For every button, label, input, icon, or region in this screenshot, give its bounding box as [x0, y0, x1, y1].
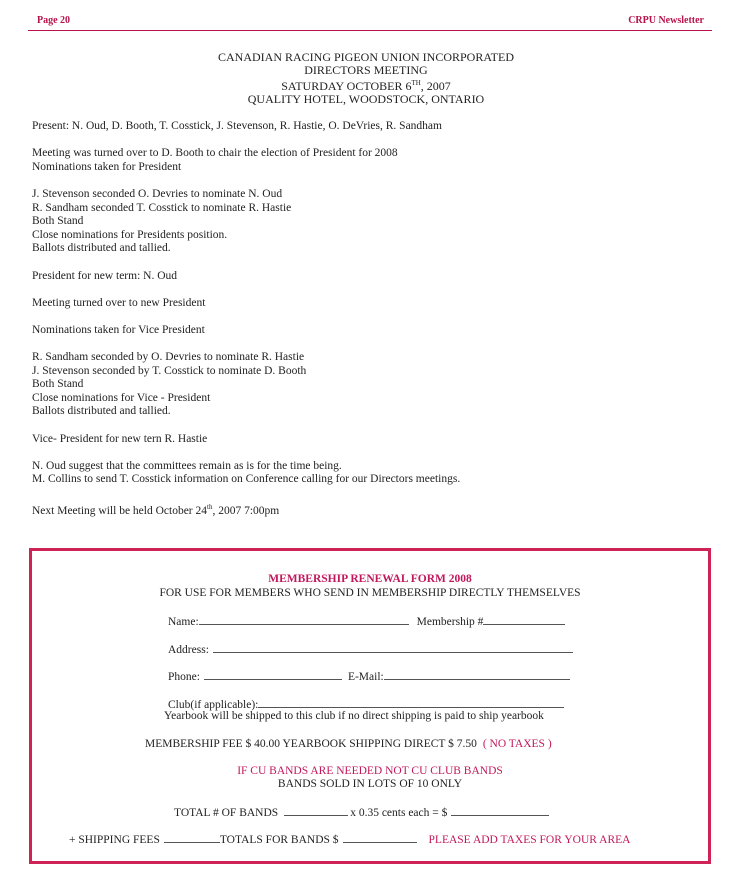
- document-title: [0, 51, 732, 106]
- minutes-line: Both Stand: [32, 378, 84, 391]
- name-row: [168, 614, 565, 628]
- bands-qty-field[interactable]: [284, 805, 348, 816]
- minutes-line: M. Collins to send T. Cosstick information on Conference calling for our Directors meetings.: [32, 473, 461, 486]
- form-title: MEMBERSHIP RENEWAL FORM 2008: [268, 573, 472, 585]
- minutes-line: Ballots distributed and tallied.: [32, 405, 171, 418]
- form-subtitle: FOR USE FOR MEMBERS WHO SEND IN MEMBERSHIP DIRECTLY THEMSELVES: [159, 587, 581, 599]
- minutes-line: Vice- President for new tern R. Hastie: [32, 432, 208, 445]
- name-field[interactable]: [199, 614, 409, 625]
- club-label: Club(if applicable):: [168, 699, 259, 711]
- next-meeting-line: Next Meeting will be held October 24th, 2007 7:00pm: [32, 502, 280, 517]
- club-field[interactable]: [258, 697, 564, 708]
- name-label: Name:: [168, 616, 199, 628]
- membership-field[interactable]: [483, 614, 565, 625]
- yearbook-note: Yearbook will be shipped to this club if no direct shipping is paid to ship yearbook: [164, 710, 544, 722]
- shipping-field[interactable]: [164, 832, 220, 843]
- title-line-4: QUALITY HOTEL, WOODSTOCK, ONTARIO: [247, 92, 485, 106]
- meeting-minutes: [32, 120, 712, 518]
- membership-label: Membership #: [416, 616, 484, 628]
- title-line-1: CANADIAN RACING PIGEON UNION INCORPORATED: [218, 50, 514, 64]
- fee-text: MEMBERSHIP FEE $ 40.00 YEARBOOK SHIPPING DIRECT $ 7.50: [145, 738, 477, 750]
- address-row: [168, 642, 573, 656]
- phone-field[interactable]: [204, 669, 342, 680]
- band-price-text: x 0.35 cents each = $: [350, 807, 448, 819]
- add-taxes-note: PLEASE ADD TAXES FOR YOUR AREA: [428, 834, 631, 846]
- minutes-line: Nominations taken for President: [32, 160, 182, 173]
- totals-field[interactable]: [343, 832, 417, 843]
- title-line-2: DIRECTORS MEETING: [304, 63, 428, 77]
- present-line: Present: N. Oud, D. Booth, T. Cosstick, J. Stevenson, R. Hastie, O. DeVries, R. Sandham: [32, 120, 442, 132]
- minutes-line: Ballots distributed and tallied.: [32, 242, 171, 255]
- bands-amount-field[interactable]: [451, 805, 549, 816]
- page-number: Page 20: [37, 15, 71, 26]
- address-field[interactable]: [213, 642, 573, 653]
- total-bands-label: TOTAL # OF BANDS: [174, 807, 279, 819]
- minutes-line: Meeting turned over to new President: [32, 296, 206, 309]
- minutes-line: Meeting was turned over to D. Booth to chair the election of President for 2008: [32, 147, 398, 160]
- newsletter-title: CRPU Newsletter: [628, 15, 704, 26]
- fee-row: [145, 738, 552, 750]
- minutes-line: Close nominations for Presidents position.: [32, 228, 228, 241]
- totals-label: TOTALS FOR BANDS $: [219, 834, 339, 846]
- minutes-line: J. Stevenson seconded O. Devries to nominate N. Oud: [32, 187, 283, 200]
- bands-total-row: [174, 805, 549, 819]
- minutes-line: J. Stevenson seconded by T. Cosstick to nominate D. Booth: [32, 364, 307, 377]
- email-label: E-Mail:: [347, 671, 384, 683]
- shipping-label: + SHIPPING FEES: [69, 834, 160, 846]
- minutes-line: R. Sandham seconded T. Cosstick to nominate R. Hastie: [32, 201, 292, 214]
- membership-renewal-form: [29, 548, 711, 864]
- email-field[interactable]: [384, 669, 570, 680]
- minutes-line: Both Stand: [32, 215, 84, 228]
- minutes-line: Nominations taken for Vice President: [32, 323, 205, 336]
- minutes-line: N. Oud suggest that the committees remain as is for the time being.: [32, 459, 342, 472]
- contact-row: [168, 669, 570, 683]
- address-label: Address:: [168, 644, 209, 656]
- club-row: [168, 697, 564, 711]
- minutes-line: R. Sandham seconded by O. Devries to nominate R. Hastie: [32, 351, 305, 364]
- minutes-line: Close nominations for Vice - President: [32, 391, 211, 404]
- minutes-line: President for new term: N. Oud: [32, 269, 177, 282]
- title-line-3: SATURDAY OCTOBER 6TH, 2007: [281, 79, 451, 93]
- no-taxes-note: ( NO TAXES ): [482, 738, 552, 750]
- cu-bands-note: IF CU BANDS ARE NEEDED NOT CU CLUB BANDS: [237, 765, 503, 777]
- bands-sold-note: BANDS SOLD IN LOTS OF 10 ONLY: [277, 778, 463, 790]
- shipping-row: [69, 832, 630, 846]
- header-rule: [28, 30, 712, 31]
- phone-label: Phone:: [168, 671, 200, 683]
